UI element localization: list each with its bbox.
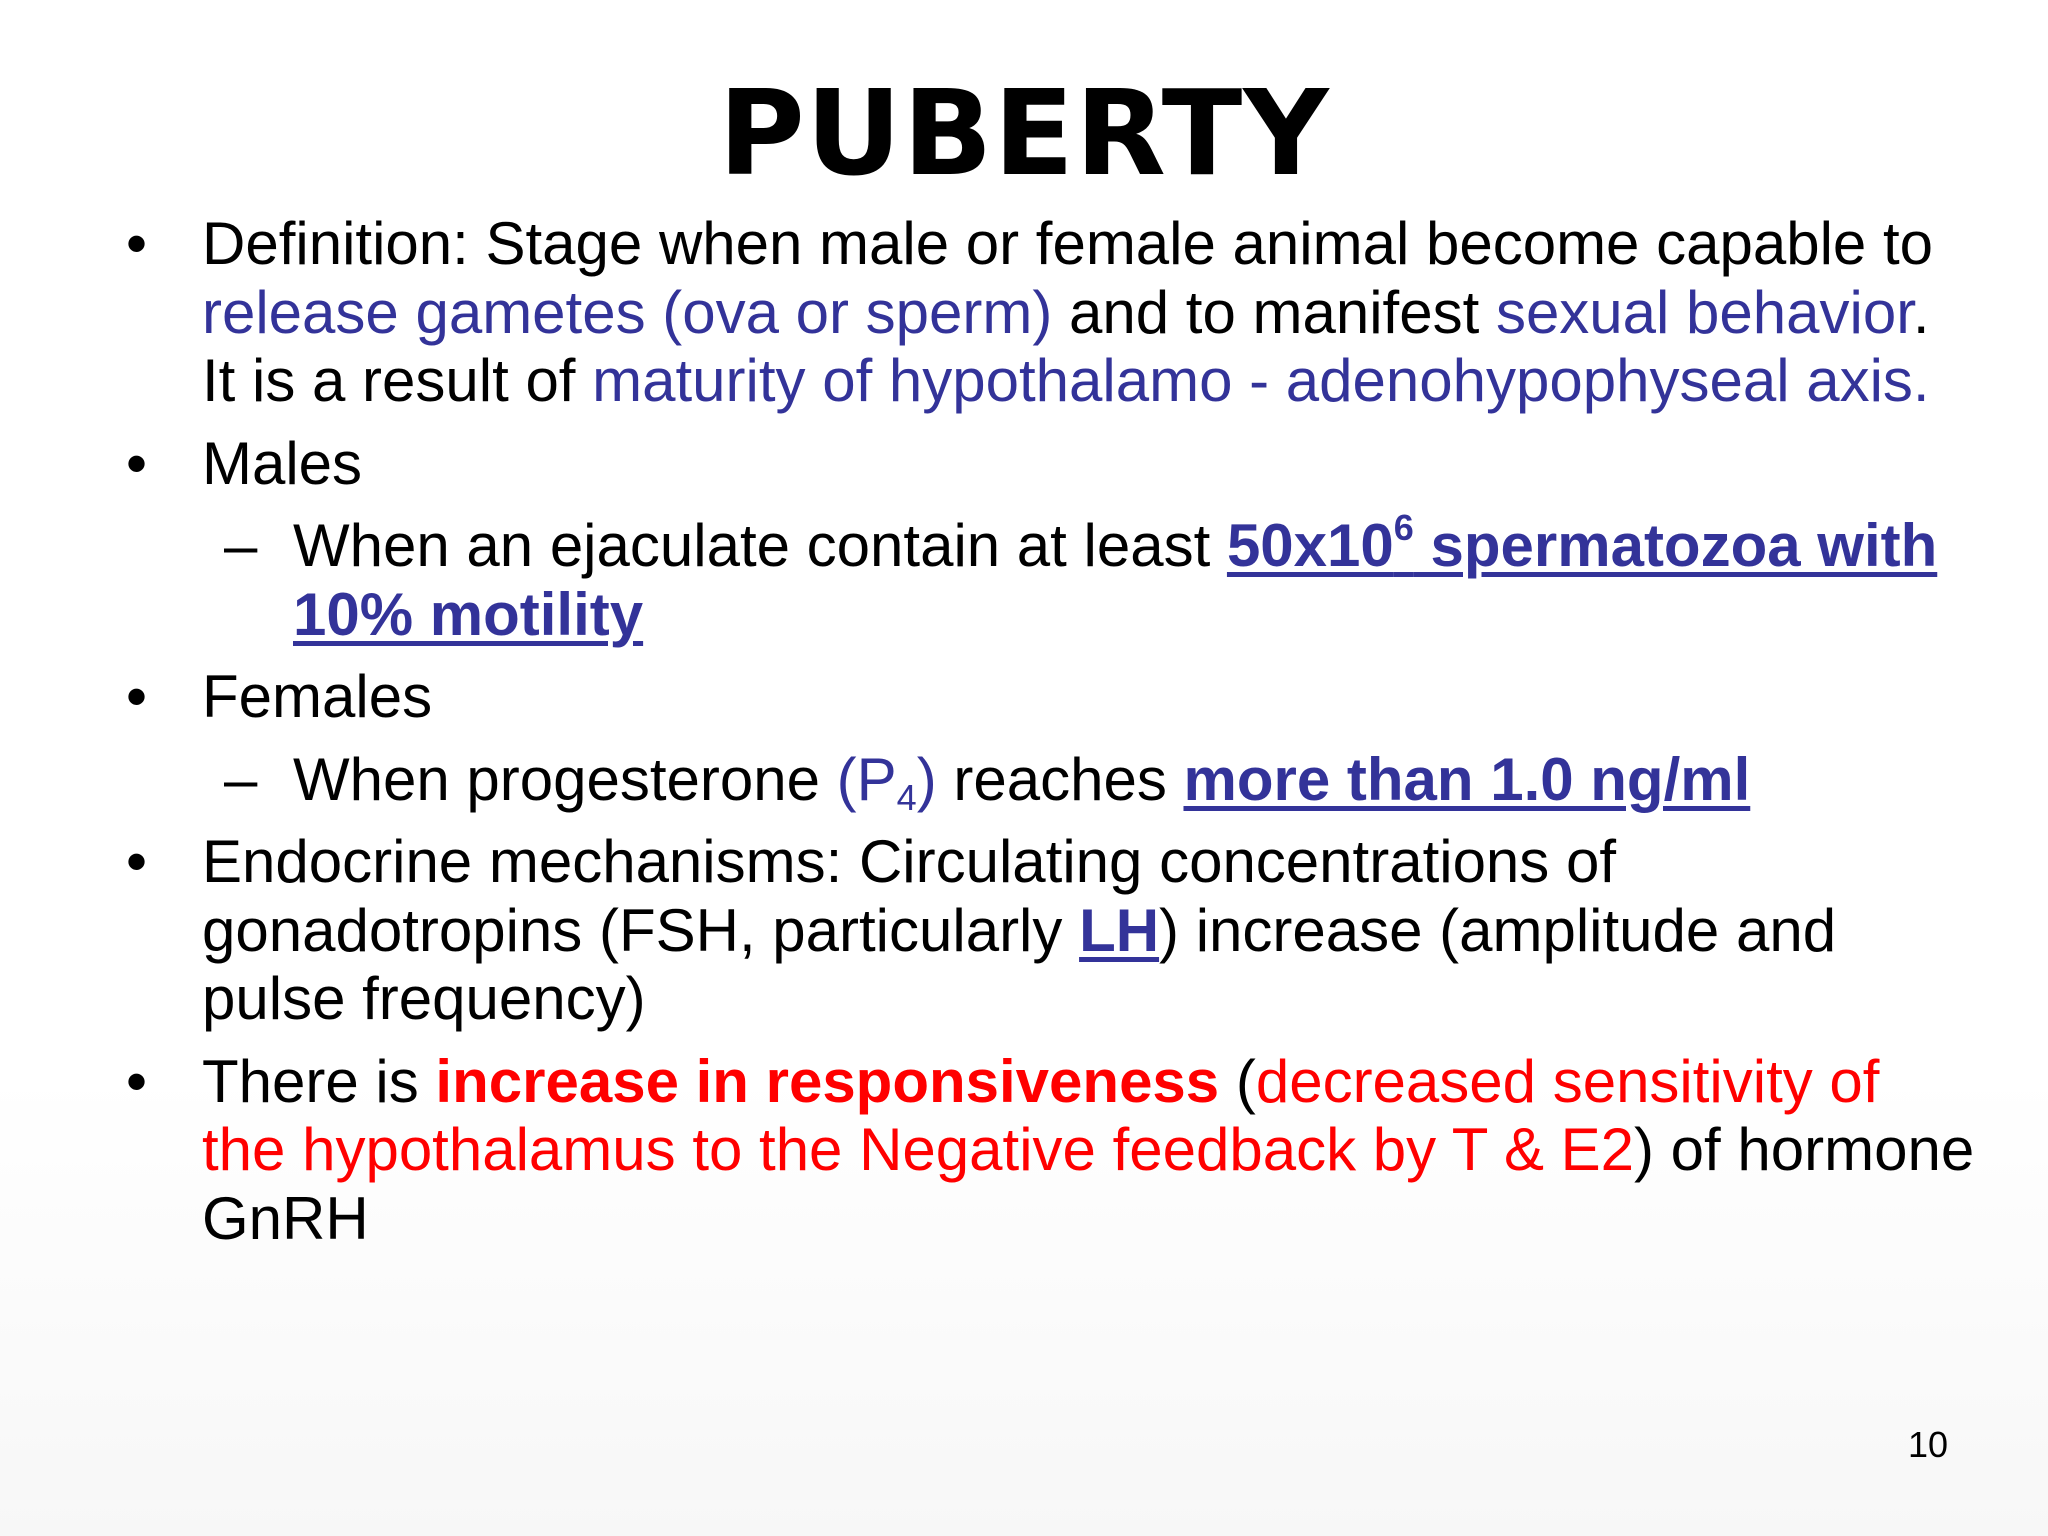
males-count-exponent: 6 [1393,507,1414,548]
females-threshold: more than 1.0 ng/ml [1183,745,1751,813]
males-sub-text: When an ejaculate contain at least [293,512,1227,579]
endocrine-text-1: Endocrine mechanisms: Circulating concentrations of gonadotropins (FSH, particularly [202,828,1617,964]
males-count-base: 50x10 [1226,512,1394,579]
slide-content [118,210,1978,1253]
responsiveness-text-3: ) of hormone GnRH [202,1116,1975,1252]
bullet-females [118,663,1978,732]
endocrine-lh: LH [1079,896,1160,964]
bullet-definition [118,210,1978,416]
sub-bullet-marker: – [224,745,258,813]
females-p4-close: ) [916,745,937,813]
sub-bullet-males [118,507,1978,649]
responsiveness-sensitivity: decreased sensitivity of the hypothalamus to the Negative feedback by T & E2 [202,1047,1880,1183]
bullet-endocrine [118,828,1978,1034]
slide-title: PUBERTY [718,64,1330,202]
bullet-marker: • [126,210,148,277]
sub-bullet-females [118,745,1978,818]
bullet-marker: • [126,663,148,730]
sub-bullet-marker: – [224,512,258,579]
definition-text-2: and to manifest [1052,278,1496,346]
bullet-responsiveness [118,1048,1978,1254]
females-label: Females [202,663,433,730]
females-sub-text: When progesterone [293,745,837,813]
females-p4-base: (P [836,745,897,813]
endocrine-text-2: ) increase (amplitude and pulse frequency) [202,896,1837,1032]
definition-text-3: . It is a result of [202,278,1930,414]
definition-text-1: Definition: Stage when male or female animal become capable to [202,210,1933,277]
definition-highlight-gametes: release gametes (ova or sperm) [202,278,1053,346]
bullet-males [118,430,1978,499]
responsiveness-text-1: There is [202,1047,436,1115]
females-p4-subscript: 4 [896,776,917,818]
males-count-rest: spermatozoa with 10% motility [293,512,1938,648]
males-label: Males [202,429,363,497]
females-p4 [836,745,937,818]
responsiveness-text-2: ( [1219,1047,1256,1115]
definition-highlight-behavior: sexual behavior [1495,278,1913,346]
responsiveness-highlight: increase in responsiveness [435,1047,1220,1115]
bullet-marker: • [126,429,148,497]
page-number: 10 [1907,1424,1948,1465]
females-reaches: reaches [936,745,1184,813]
definition-highlight-axis: maturity of hypothalamo - adenohypophyseal axis. [592,347,1930,414]
bullet-marker: • [126,1047,148,1115]
bullet-marker: • [126,828,148,895]
